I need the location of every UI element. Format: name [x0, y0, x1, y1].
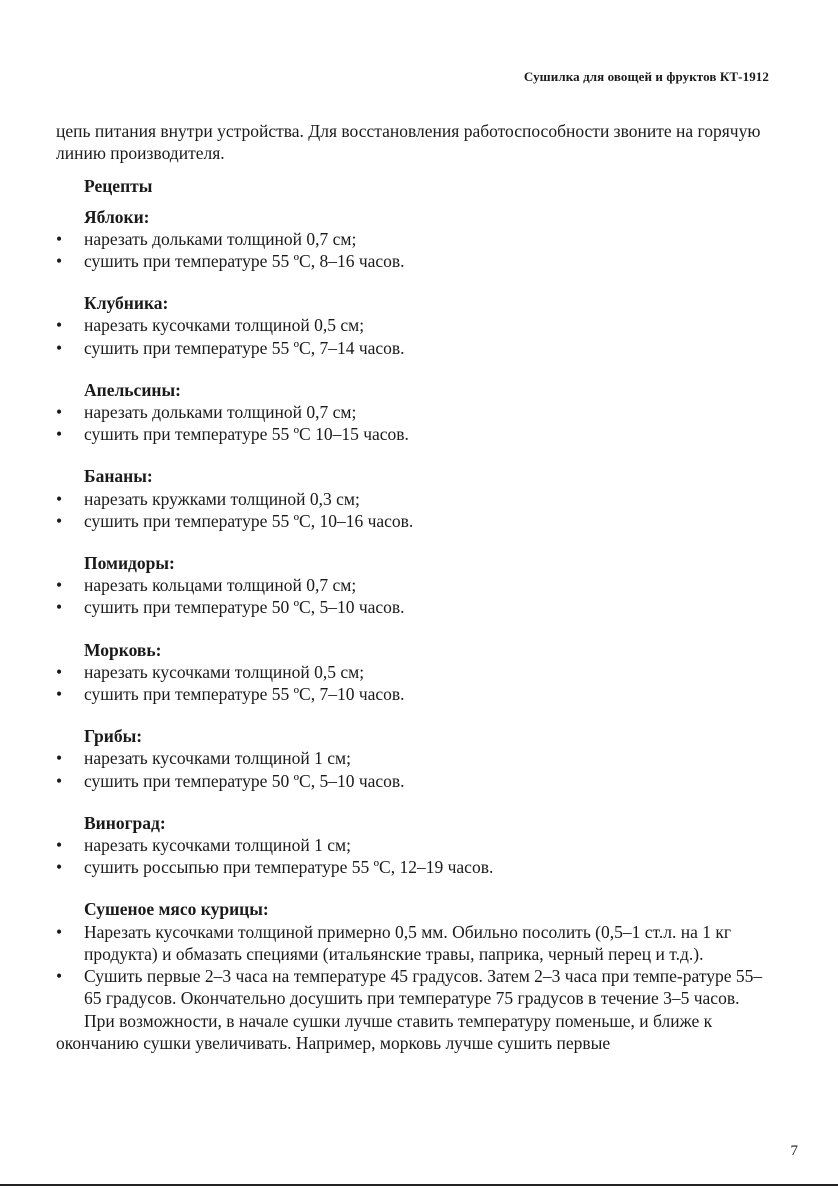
list-item: [56, 574, 772, 596]
outro-paragraph: При возможности, в начале сушки лучше ставить температуру поменьше, и ближе к окончанию сушки увеличивать. Например, морковь лучше сушить первые: [56, 1010, 713, 1053]
recipe-carrots: [56, 639, 772, 706]
page-body: [56, 120, 772, 1054]
recipe-dried-chicken: [56, 898, 772, 1009]
step-text: сушить россыпью при температуре 55 ºС, 12–19 часов.: [84, 857, 494, 878]
step-text: нарезать дольками толщиной 0,7 см;: [84, 228, 357, 249]
step-text: нарезать кусочками толщиной 1 см;: [84, 748, 351, 769]
recipe-steps: [56, 401, 772, 445]
list-item: [56, 401, 772, 423]
bullet-icon: •: [56, 857, 63, 878]
step-text: сушить при температуре 50 ºС, 5–10 часов.: [84, 770, 405, 791]
list-item: [56, 314, 772, 336]
recipe-steps: [56, 574, 772, 618]
intro-paragraph: цепь питания внутри устройства. Для восстановления работоспособности звоните на горячую линию производителя.: [56, 121, 761, 164]
bullet-icon: •: [56, 770, 63, 791]
recipe-oranges: [56, 379, 772, 446]
list-item: [56, 250, 772, 272]
bullet-icon: •: [56, 835, 63, 856]
step-text: сушить при температуре 55 ºС, 10–16 часов.: [84, 510, 414, 531]
bullet-icon: •: [56, 315, 63, 336]
section-heading: Рецепты: [84, 176, 153, 197]
step-text: сушить при температуре 55 ºС 10–15 часов.: [84, 424, 409, 445]
bullet-icon: •: [56, 684, 63, 705]
recipe-steps: [56, 661, 772, 705]
step-text: нарезать кусочками толщиной 0,5 см;: [84, 661, 365, 682]
step-text: сушить при температуре 55 ºС, 7–14 часов.: [84, 337, 405, 358]
bullet-icon: •: [56, 748, 63, 769]
recipe-title: Апельсины:: [84, 379, 181, 400]
list-item: [56, 228, 772, 250]
recipe-grapes: [56, 812, 772, 879]
step-text: Нарезать кусочками толщиной примерно 0,5 мм. Обильно посолить (0,5–1 ст.л. на 1 кг продукта) и обмазать специями (итальянские травы, паприка, черный перец и т.д.).: [84, 921, 732, 964]
page-number: 7: [790, 1143, 798, 1159]
recipe-title: Клубника:: [84, 293, 169, 314]
step-text: нарезать кусочками толщиной 1 см;: [84, 835, 351, 856]
recipe-steps: [56, 834, 772, 878]
recipe-steps: [56, 488, 772, 532]
recipe-title: Сушеное мясо курицы:: [84, 899, 269, 920]
bullet-icon: •: [56, 510, 63, 531]
running-header: Сушилка для овощей и фруктов КТ-1912: [523, 69, 769, 84]
bottom-rule: [0, 1184, 838, 1186]
bullet-icon: •: [56, 597, 63, 618]
list-item: [56, 965, 772, 1009]
recipe-steps: [56, 228, 772, 272]
recipe-bananas: [56, 465, 772, 532]
step-text: сушить при температуре 55 ºС, 7–10 часов.: [84, 684, 405, 705]
recipe-mushrooms: [56, 725, 772, 792]
list-item: [56, 683, 772, 705]
recipe-title: Бананы:: [84, 466, 153, 487]
recipe-title: Грибы:: [84, 726, 143, 747]
list-item: [56, 770, 772, 792]
list-item: [56, 747, 772, 769]
step-text: нарезать кусочками толщиной 0,5 см;: [84, 315, 365, 336]
list-item: [56, 510, 772, 532]
recipe-title: Помидоры:: [84, 553, 175, 574]
step-text: сушить при температуре 55 ºС, 8–16 часов.: [84, 251, 405, 272]
bullet-icon: •: [56, 661, 63, 682]
bullet-icon: •: [56, 228, 63, 249]
step-text: Сушить первые 2–3 часа на температуре 45 градусов. Затем 2–3 часа при темпе-ратуре 55–65 градусов. Окончательно досушить при температуре 75 градусов в течение 3–5 часов.: [84, 966, 763, 1009]
list-item: [56, 488, 772, 510]
step-text: сушить при температуре 50 ºС, 5–10 часов.: [84, 597, 405, 618]
list-item: [56, 661, 772, 683]
list-item: [56, 596, 772, 618]
list-item: [56, 921, 772, 965]
bullet-icon: •: [56, 966, 63, 987]
bullet-icon: •: [56, 251, 63, 272]
step-text: нарезать кольцами толщиной 0,7 см;: [84, 575, 357, 596]
bullet-icon: •: [56, 488, 63, 509]
recipe-steps: [56, 921, 772, 1010]
recipe-title: Яблоки:: [84, 206, 150, 227]
list-item: [56, 834, 772, 856]
recipe-strawberries: [56, 292, 772, 359]
recipe-title: Виноград:: [84, 812, 166, 833]
bullet-icon: •: [56, 337, 63, 358]
bullet-icon: •: [56, 424, 63, 445]
recipe-steps: [56, 747, 772, 791]
list-item: [56, 423, 772, 445]
recipe-steps: [56, 314, 772, 358]
list-item: [56, 856, 772, 878]
step-text: нарезать кружками толщиной 0,3 см;: [84, 488, 360, 509]
bullet-icon: •: [56, 402, 63, 423]
bullet-icon: •: [56, 921, 63, 942]
recipe-tomatoes: [56, 552, 772, 619]
recipe-title: Морковь:: [84, 639, 162, 660]
list-item: [56, 337, 772, 359]
bullet-icon: •: [56, 575, 63, 596]
recipe-apples: [56, 206, 772, 273]
step-text: нарезать дольками толщиной 0,7 см;: [84, 402, 357, 423]
